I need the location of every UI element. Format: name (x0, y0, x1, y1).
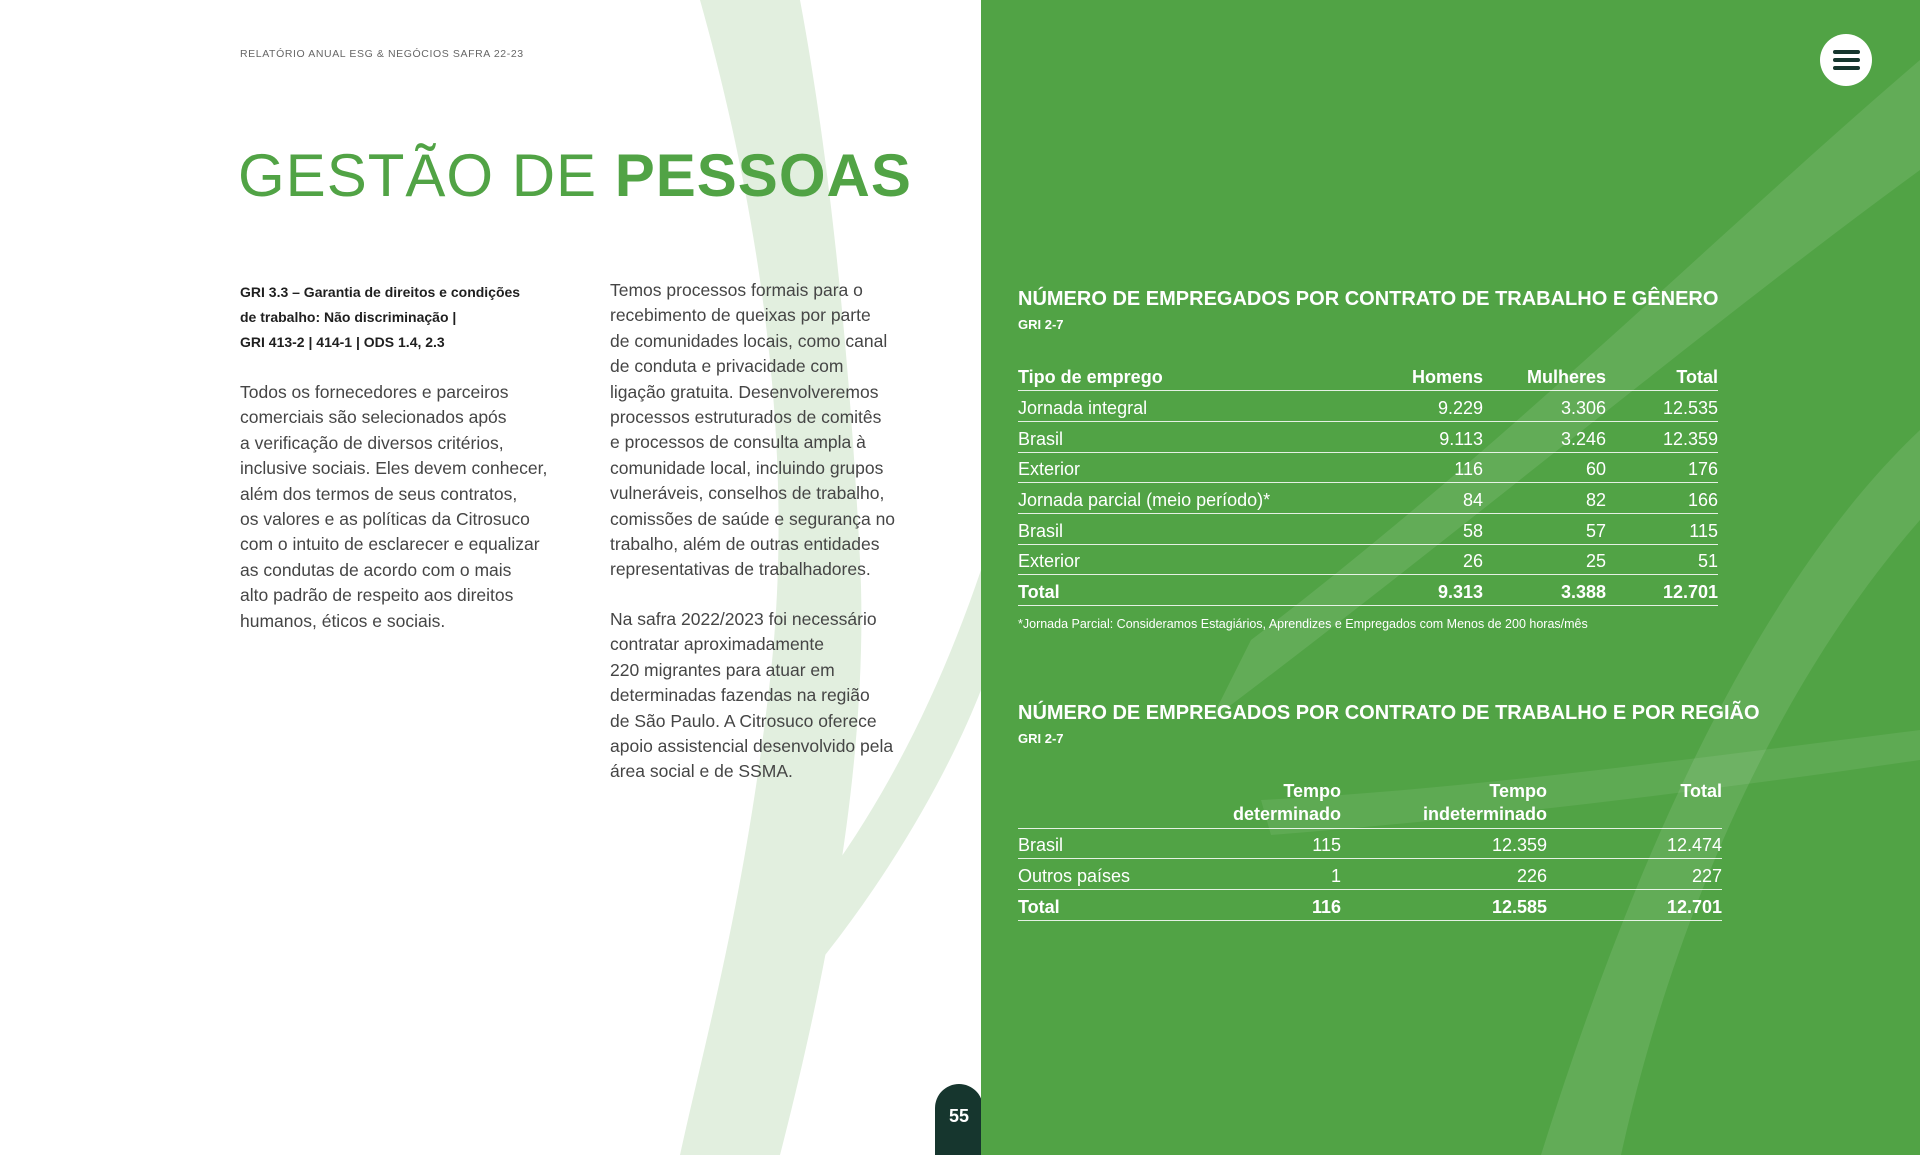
table-total-row (1018, 889, 1722, 920)
row-label: Jornada parcial (meio período)* (1018, 483, 1378, 514)
page-title-bold: PESSOAS (614, 142, 912, 209)
table-row (1018, 513, 1718, 544)
cell-value: 9.113 (1378, 421, 1483, 452)
cell-value: 12.535 (1606, 391, 1718, 422)
table1-footnote: *Jornada Parcial: Consideramos Estagiários, Aprendizes e Empregados com Menos de 200 horas/mês (1018, 617, 1588, 631)
page-number-tab: 55 (935, 1084, 983, 1155)
running-header: RELATÓRIO ANUAL ESG & NEGÓCIOS SAFRA 22-23 (240, 48, 524, 60)
row-label: Brasil (1018, 828, 1218, 859)
column-header (1018, 776, 1218, 828)
table-header-row (1018, 360, 1718, 391)
gri-line: GRI 413-2 | 414-1 | ODS 1.4, 2.3 (240, 334, 445, 350)
column-header: Mulheres (1483, 360, 1606, 391)
employees-by-region-table (1018, 776, 1722, 921)
row-label: Brasil (1018, 513, 1378, 544)
table-header-row (1018, 776, 1722, 828)
cell-value: 176 (1606, 452, 1718, 483)
table-row (1018, 483, 1718, 514)
cell-value: 84 (1378, 483, 1483, 514)
table2-title: NÚMERO DE EMPREGADOS POR CONTRATO DE TRABALHO E POR REGIÃO (1018, 702, 1760, 724)
hamburger-icon-bar (1833, 58, 1860, 62)
table-row (1018, 421, 1718, 452)
cell-value: 12.474 (1547, 828, 1722, 859)
cell-value: 3.306 (1483, 391, 1606, 422)
table-row (1018, 859, 1722, 890)
cell-value: 51 (1606, 544, 1718, 575)
cell-value: 226 (1341, 859, 1547, 890)
cell-value: 115 (1606, 513, 1718, 544)
table1-title: NÚMERO DE EMPREGADOS POR CONTRATO DE TRABALHO E GÊNERO (1018, 288, 1719, 310)
column-header: Total (1547, 776, 1722, 828)
cell-value: 57 (1483, 513, 1606, 544)
column-header: Homens (1378, 360, 1483, 391)
cell-value: 12.701 (1547, 889, 1722, 920)
row-label: Outros países (1018, 859, 1218, 890)
column-header: Tempo determinado (1218, 776, 1341, 828)
row-label: Exterior (1018, 452, 1378, 483)
cell-value: 227 (1547, 859, 1722, 890)
row-label: Total (1018, 889, 1218, 920)
cell-value: 12.701 (1606, 575, 1718, 606)
cell-value: 12.359 (1606, 421, 1718, 452)
column-header: Tempo indeterminado (1341, 776, 1547, 828)
menu-button[interactable] (1820, 34, 1872, 86)
cell-value: 26 (1378, 544, 1483, 575)
cell-value: 9.313 (1378, 575, 1483, 606)
cell-value: 12.359 (1341, 828, 1547, 859)
row-label: Total (1018, 575, 1378, 606)
table1-subtitle: GRI 2-7 (1018, 317, 1064, 332)
cell-value: 12.585 (1341, 889, 1547, 920)
page-title (238, 140, 912, 212)
cell-value: 166 (1606, 483, 1718, 514)
table-total-row (1018, 575, 1718, 606)
cell-value: 115 (1218, 828, 1341, 859)
table2-subtitle: GRI 2-7 (1018, 731, 1064, 746)
cell-value: 82 (1483, 483, 1606, 514)
table-row (1018, 391, 1718, 422)
hamburger-icon-bar (1833, 50, 1860, 54)
body-paragraph-migrants: Na safra 2022/2023 foi necessário contratar aproximadamente 220 migrantes para atuar em determinadas fazendas na região de São Paulo. A Citrosuco oferece apoio assistencial desenvolvido pela área social e de SSMA. (610, 609, 894, 782)
cell-value: 60 (1483, 452, 1606, 483)
table-row (1018, 828, 1722, 859)
body-paragraph-suppliers: Todos os fornecedores e parceiros comerciais são selecionados após a verificação de diversos critérios, inclusive sociais. Eles devem conhecer, além dos termos de seus contratos, os valores e as políticas da Citrosuco com o intuito de esclarecer e equalizar as condutas de acordo com o mais alto padrão de respeito aos direitos humanos, éticos e sociais. (240, 382, 548, 631)
gri-line: GRI 3.3 – Garantia de direitos e condições (240, 284, 521, 300)
row-label: Jornada integral (1018, 391, 1378, 422)
cell-value: 1 (1218, 859, 1341, 890)
table-row (1018, 544, 1718, 575)
cell-value: 116 (1378, 452, 1483, 483)
row-label: Exterior (1018, 544, 1378, 575)
cell-value: 58 (1378, 513, 1483, 544)
gri-reference-block (240, 280, 560, 355)
cell-value: 9.229 (1378, 391, 1483, 422)
column-header: Tipo de emprego (1018, 360, 1378, 391)
page-title-light: GESTÃO DE (238, 142, 615, 209)
cell-value: 3.246 (1483, 421, 1606, 452)
column-header: Total (1606, 360, 1718, 391)
cell-value: 116 (1218, 889, 1341, 920)
row-label: Brasil (1018, 421, 1378, 452)
table-row (1018, 452, 1718, 483)
employees-by-gender-table (1018, 360, 1718, 606)
body-paragraph-complaints: Temos processos formais para o recebimento de queixas por parte de comunidades locais, como canal de conduta e privacidade com ligação gratuita. Desenvolveremos processos estruturados de comitês e processos de consulta ampla à comunidade local, incluindo grupos vulneráveis, conselhos de trabalho, comissões de saúde e segurança no trabalho, além de outras entidades representativas de trabalhadores. (610, 280, 896, 580)
cell-value: 3.388 (1483, 575, 1606, 606)
hamburger-icon-bar (1833, 66, 1860, 70)
gri-line: de trabalho: Não discriminação | (240, 309, 457, 325)
cell-value: 25 (1483, 544, 1606, 575)
